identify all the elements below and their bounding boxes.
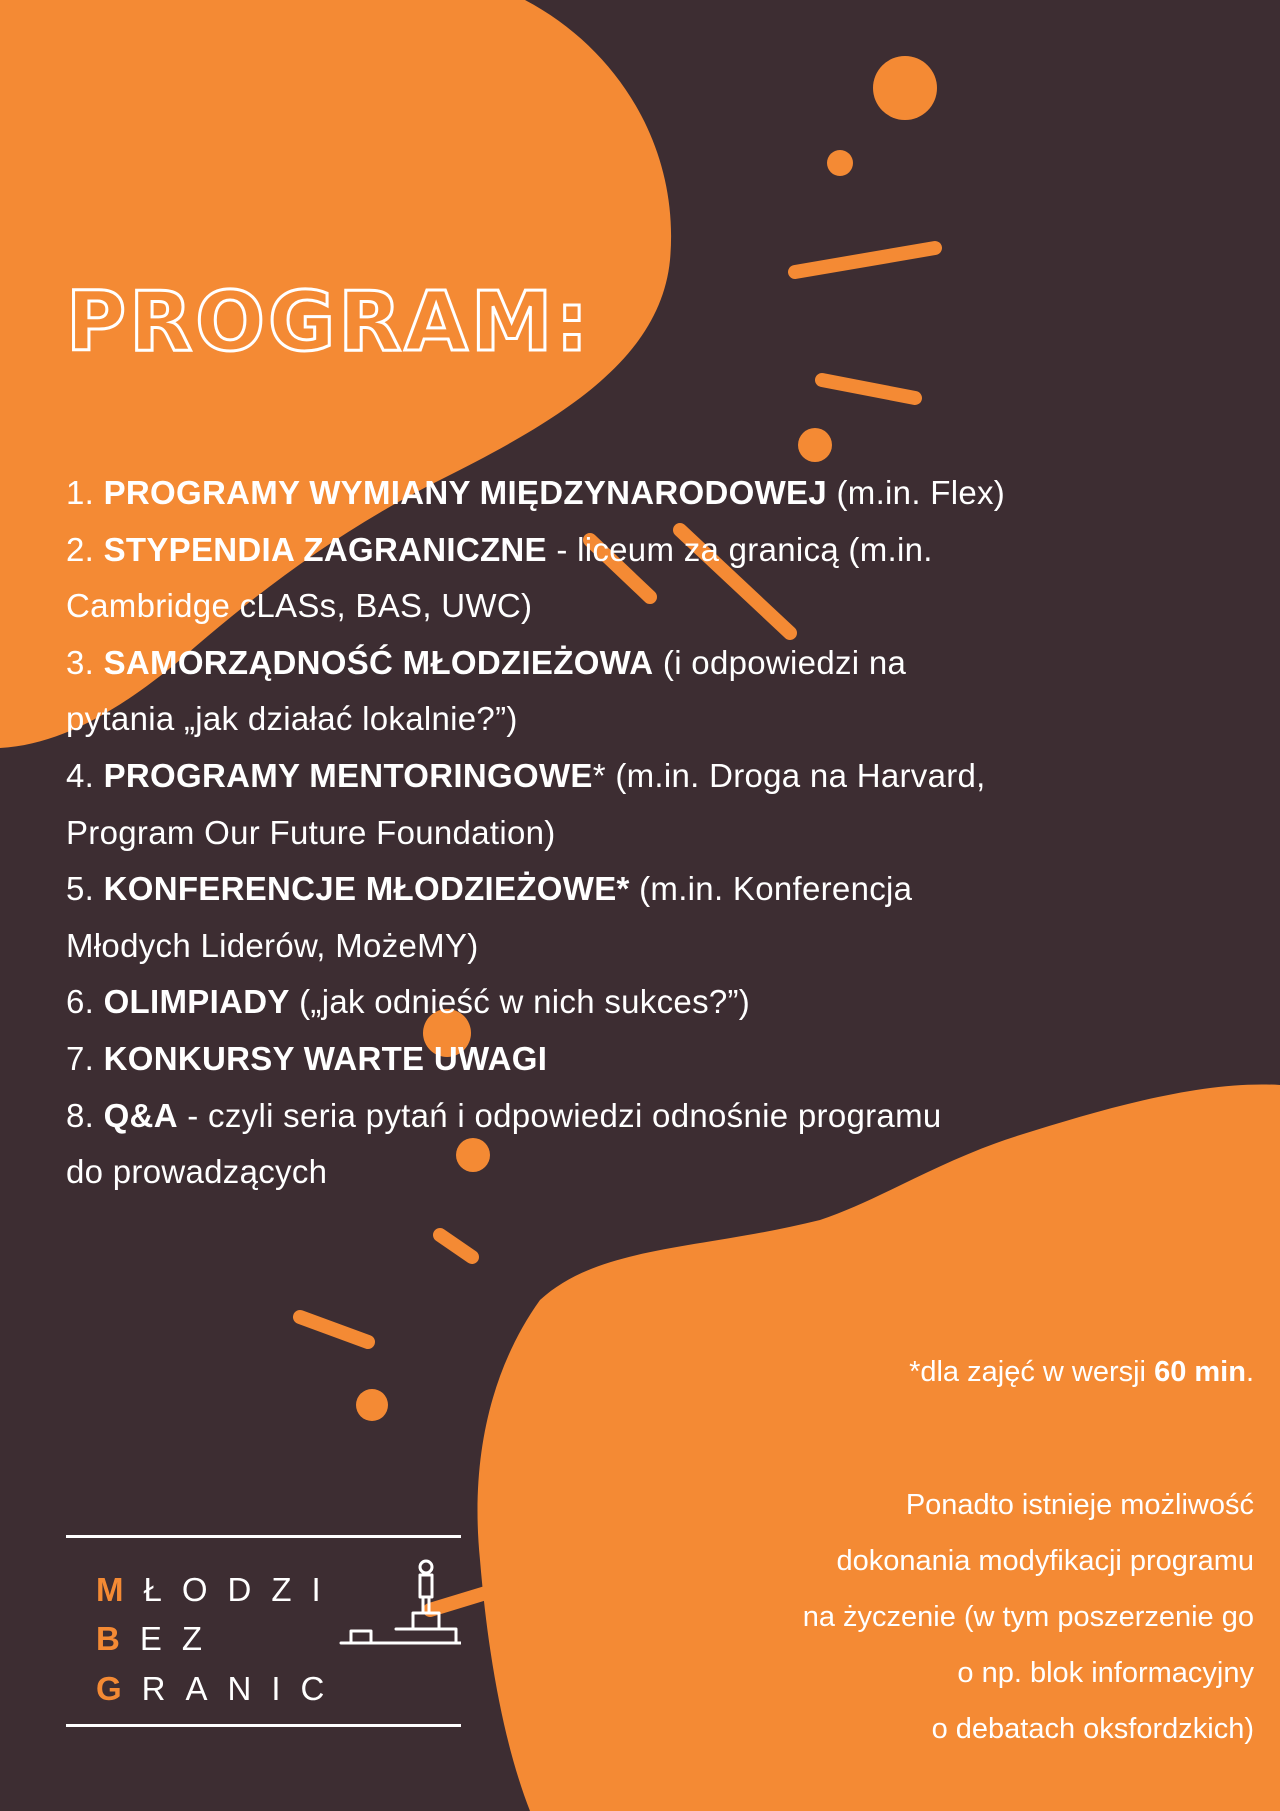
page-title: PROGRAM: <box>66 275 592 370</box>
logo-row-mlodzi: MŁODZI <box>96 1571 341 1608</box>
program-list <box>66 465 1216 1201</box>
program-item-title: KONKURSY WARTE UWAGI <box>103 1039 548 1077</box>
program-item-text: - czyli seria pytań i odpowiedzi odnośnie programu <box>177 1096 942 1134</box>
program-item-text: 6. <box>66 983 104 1021</box>
program-item-text: 3. <box>66 643 104 681</box>
program-item-line <box>66 1031 1216 1088</box>
program-item-title: PROGRAMY MENTORINGOWE <box>103 756 593 794</box>
info-line: o np. blok informacyjny <box>957 1657 1254 1689</box>
logo-row-bez: BEZ <box>96 1620 223 1657</box>
program-item-text: Cambridge cLASs, BAS, UWC) <box>66 587 533 625</box>
program-item-text: 5. <box>66 870 104 908</box>
note-text: *dla zajęć w wersji <box>909 1356 1155 1388</box>
program-item-line <box>66 691 1216 748</box>
program-item-text: (m.in. Flex) <box>827 474 1006 511</box>
note-duration: 60 min <box>1154 1356 1246 1388</box>
modification-info <box>554 1477 1254 1757</box>
program-item-text: Młodych Liderów, MożeMY) <box>66 926 479 964</box>
program-item-line <box>66 861 1216 918</box>
program-item-line <box>66 918 1216 975</box>
program-item-line <box>66 748 1216 805</box>
info-line: o debatach oksfordzkich) <box>931 1713 1254 1745</box>
program-item-text: 1. <box>66 474 104 511</box>
info-line: dokonania modyfikacji programu <box>836 1545 1254 1577</box>
program-item-title: OLIMPIADY <box>103 983 290 1021</box>
program-item-line <box>66 974 1216 1031</box>
program-item-title: SAMORZĄDNOŚĆ MŁODZIEŻOWA <box>103 643 654 681</box>
program-item-line <box>66 578 1216 635</box>
note-end: . <box>1245 1356 1254 1388</box>
program-item-text: Program Our Future Foundation) <box>66 813 556 851</box>
program-item-title: STYPENDIA ZAGRANICZNE <box>103 530 547 568</box>
program-item-line <box>66 1088 1216 1145</box>
program-item-text: * (m.in. Droga na Harvard, <box>592 756 986 794</box>
program-item-line <box>66 635 1216 692</box>
program-item-line <box>66 465 1216 522</box>
logo-top-rule <box>66 1535 461 1538</box>
program-item-text: („jak odnieść w nich sukces?”) <box>289 983 751 1021</box>
orange-dot <box>798 428 832 462</box>
program-item-line <box>66 805 1216 862</box>
orange-dot <box>356 1389 388 1421</box>
program-item-text: 2. <box>66 530 104 568</box>
program-item-text: pytania „jak działać lokalnie?”) <box>66 700 518 738</box>
orange-dot <box>873 56 937 120</box>
program-item-line <box>66 1144 1216 1201</box>
info-line: na życzenie (w tym poszerzenie go <box>802 1601 1254 1633</box>
person-on-pedestal-icon <box>321 1555 461 1665</box>
program-item-text: - liceum za granicą (m.in. <box>546 530 933 568</box>
mbg-logo <box>66 1535 466 1730</box>
program-item-title: Q&A <box>103 1096 178 1134</box>
duration-note <box>909 1356 1254 1389</box>
program-item-text: 4. <box>66 756 104 794</box>
program-item-title: KONFERENCJE MŁODZIEŻOWE* <box>103 870 630 908</box>
program-item-text: 7. <box>66 1039 104 1077</box>
program-item-title: PROGRAMY WYMIANY MIĘDZYNARODOWEJ <box>103 474 828 511</box>
logo-row-granic: GRANIC <box>96 1670 345 1707</box>
logo-bottom-rule <box>66 1724 461 1727</box>
program-item-text: 8. <box>66 1096 104 1134</box>
orange-dot <box>1221 1144 1253 1176</box>
info-line: Ponadto istnieje możliwość <box>905 1489 1254 1521</box>
orange-dot <box>827 150 853 176</box>
program-item-text: (m.in. Konferencja <box>629 870 913 908</box>
program-item-text: (i odpowiedzi na <box>653 643 907 681</box>
program-item-text: do prowadzących <box>66 1153 328 1191</box>
program-item-line <box>66 522 1216 579</box>
